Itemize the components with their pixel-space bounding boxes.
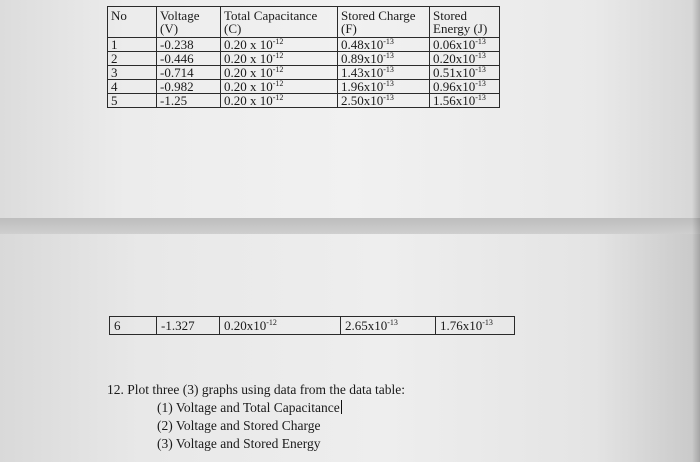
question-list [107,399,405,453]
cell-capacitance: 0.20 x $10^{-12}$ [221,52,338,66]
cell-charge: $2.50x10^{-13}$ [338,94,430,108]
cell-voltage: -0.714 [157,66,221,80]
cell-no: 3 [108,66,157,80]
cell-energy: $0.06x10^{-13}$ [430,38,500,52]
cell-energy: $0.20x10^{-13}$ [430,52,500,66]
list-item: (1) Voltage and Total Capacitance [157,400,340,415]
list-item: (3) Voltage and Stored Energy [157,436,321,451]
table-row [108,80,500,94]
text-cursor [341,400,342,414]
header-stored-energy: Stored Energy (J) [430,7,500,38]
cell-energy: $1.56x10^{-13}$ [430,94,500,108]
cell-capacitance: 0.20 x $10^{-12}$ [221,80,338,94]
data-table [107,6,500,108]
cell-no: 5 [108,94,157,108]
header-no: No [108,7,157,38]
table-row [108,52,500,66]
cell-charge: $1.43x10^{-13}$ [338,66,430,80]
cell-capacitance: $0.20x10^{-12}$ [220,317,341,335]
cell-no: 6 [110,317,157,335]
question-block [107,381,405,453]
cell-charge: $1.96x10^{-13}$ [338,80,430,94]
table-header-row [108,7,500,38]
cell-capacitance: 0.20 x $10^{-12}$ [221,66,338,80]
cell-voltage: -1.327 [157,317,220,335]
cell-energy: $0.96x10^{-13}$ [430,80,500,94]
question-title: 12. Plot three (3) graphs using data from the data table: [107,382,406,397]
table-row [108,66,500,80]
header-total-capacitance: Total Capacitance (C) [221,7,338,38]
table-row-6 [109,316,515,335]
cell-no: 2 [108,52,157,66]
cell-energy: $0.51x10^{-13}$ [430,66,500,80]
table-row [108,38,500,52]
cell-no: 4 [108,80,157,94]
header-stored-charge: Stored Charge (F) [338,7,430,38]
list-item: (2) Voltage and Stored Charge [157,418,321,433]
page-gap [0,218,700,234]
header-voltage: Voltage (V) [157,7,221,38]
cell-voltage: -0.238 [157,38,221,52]
cell-charge: $0.48x10^{-13}$ [338,38,430,52]
cell-voltage: -0.446 [157,52,221,66]
cell-charge: $0.89x10^{-13}$ [338,52,430,66]
table-row [108,94,500,108]
cell-voltage: -1.25 [157,94,221,108]
paper-edge-shadow [692,0,700,462]
cell-voltage: -0.982 [157,80,221,94]
cell-capacitance: 0.20 x $10^{-12}$ [221,38,338,52]
cell-energy: $1.76x10^{-13}$ [436,317,515,335]
cell-capacitance: 0.20 x $10^{-12}$ [221,94,338,108]
cell-no: 1 [108,38,157,52]
table-row [110,317,515,335]
cell-charge: $2.65x10^{-13}$ [341,317,436,335]
